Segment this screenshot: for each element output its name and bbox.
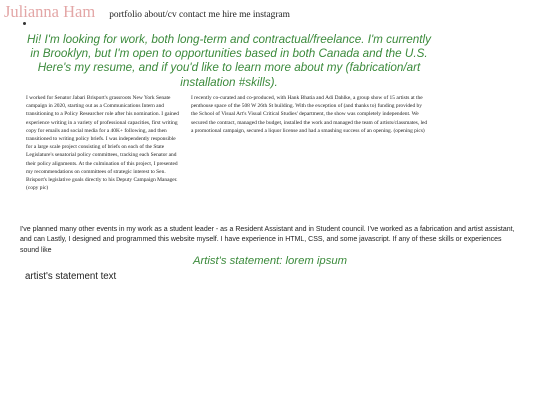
campaign-experience-text: I worked for Senator Jabari Brisport's grassroots New York Senate campaign in 2020, starting out as a Communications Intern and transitioning to a Policy Researcher role after his nomination. I gained experience writing in a variety of professional capacities, first writing copy for emails and social media for a 40K+ following, and then transitioned to writing policy briefs. I was independently responsible for a large scale project consisting of briefs on each of the State Legislature's senatorial policy committees, tracking each Senator and their policy alignments. At the culmination of this project, I presented my recommendations on committees of strategic interest to Sen. Brisport's legislative goals directly to his Deputy Campaign Manager. (copy pic) [26, 95, 179, 192]
nav-link-contact-me[interactable]: contact me [178, 10, 220, 20]
artist-statement-heading: Artist's statement: lorem ipsum [192, 255, 348, 267]
nav-link-about-cv[interactable]: about/cv [144, 10, 177, 20]
bullet-icon [23, 22, 26, 25]
site-logo[interactable]: Julianna Ham [4, 2, 96, 21]
nav-link-hire-me[interactable]: hire me [222, 10, 251, 20]
intro-message: Hi! I'm looking for work, both long-term and contractual/freelance. I'm currently in Brooklyn, but I'm open to opportunities based in both Canada and the U.S. Here's my resume, and if you'd like to learn more about my (fabrication/art installation #skills). [27, 33, 431, 89]
site-header [4, 2, 290, 22]
artist-statement-text: artist's statement text [25, 271, 117, 282]
main-nav [109, 10, 290, 20]
nav-link-portfolio[interactable]: portfolio [109, 10, 142, 20]
nav-link-instagram[interactable]: instagram [252, 10, 290, 20]
other-experience-text: I've planned many other events in my work as a student leader - as a Resident Assistant and in Student council. I've worked as a fabrication and artist assistant, and can Lastly, I designed and programmed this website myself. I have experience in HTML, CSS, and some javascript. If any of these skills or experiences sound like [20, 226, 515, 254]
curation-experience-text: I recently co-curated and co-produced, with Hank Bhatia and Adi Dahlke, a group show of 15 artists at the penthouse space of the 508 W 26th St building. With the exception of (and thanks to) funding provided by the School of Visual Art's Visual Critical Studies' department, the show was completely independent. We secured the contract, managed the budget, installed the work and managed the team of artists/classmates, led a promotional campaign, secured a liquor license and had a smashing success of an opening. (opening pics) [191, 95, 428, 134]
